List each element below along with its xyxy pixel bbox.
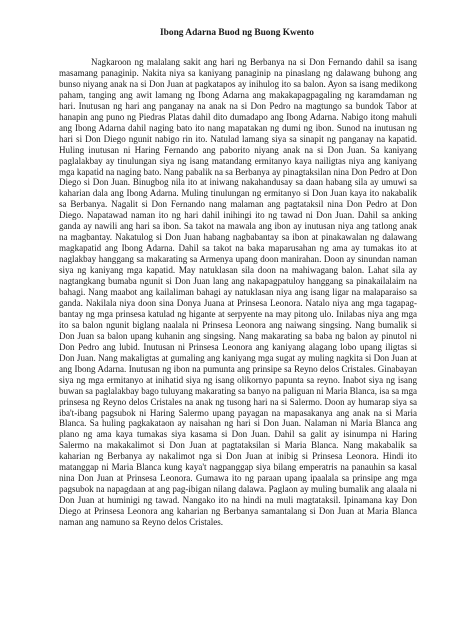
- summary-paragraph: Nagkaroon ng malalang sakit ang hari ng Berbanya na si Don Fernando dahil sa isang masamang panaginip. Nakita niya sa kaniyang panaginip na pinaslang ng dalawang buhong ang bunso niyang anak na si Don Juan at pagkatapos ay inihulog ito sa balon. Ayon sa isang medikong paham, tanging ang awit lamang ng Ibong Adarna ang makakapagpagaling ng karamdaman ng hari. Inutusan ng hari ang panganay na anak na si Don Pedro na magtungo sa bundok Tabor at hanapin ang puno ng Piedras Platas dahil dito dumadapo ang Ibong Adarna. Nabigo itong mahuli ang Ibong Adarna dahil naging bato ito nang mapatakan ng dumi ng ibon. Sunod na inutusan ng hari si Don Diego ngunit nabigo rin ito. Natulad lamang siya sa sinapit ng panganay na kapatid. Huling inutusan ni Haring Fernando ang paborito niyang anak na si Don Juan. Sa kaniyang paglalakbay ay tinulungan siya ng isang matandang ermitanyo kaya nailigtas niya ang kaniyang mga kapatid na naging bato. Nang pabalik na sa Berbanya ay pinagtaksilan nina Don Pedro at Don Diego si Don Juan. Binugbog nila ito at iniwang nakahandusay sa daan habang sila ay umuwi sa kaharian dala ang Ibong Adarna. Muling tinulungan ng ermitanyo si Don Juan kaya ito nakabalik sa Berbanya. Nagalit si Don Fernando nang malaman ang pagtataksil nina Don Pedro at Don Diego. Napatawad naman ito ng hari dahil inihingi ito ng tawad ni Don Juan. Dahil sa anking ganda ay nawili ang hari sa ibon. Sa takot na mawala ang ibon ay inutusan niya ang tatlong anak na magbantay. Nakatulog si Don Juan habang nagbabantay sa ibon at pinakawalan ng dalawang magkapatid ang Ibong Adarna. Dahil sa takot na baka maparusahan ng ama ay tumakas ito at naglakbay hanggang sa makarating sa Armenya upang doon manirahan. Doon ay sinundan naman siya ng kaniyang mga kapatid. May natuklasan sila doon na mahiwagang balon. Lahat sila ay nagtangkang bumaba ngunit si Don Juan lang ang nakapagpatuloy hanggang sa pinakailalaim na bahagi. Nang maabot ang kailaliman bahagi ay natuklasan niya ang isang ligar na malaparaiso sa ganda. Nakilala niya doon sina Donya Juana at Prinsesa Leonora. Natalo niya ang mga tagapag-bantay ng mga prinsesa katulad ng higante at serpyente na may pitong ulo. Inilabas niya ang mga ito sa balon ngunit biglang naalala ni Prinsesa Leonora ang naiwang singsing. Nang bumalik si Don Juan sa balon upang kuhanin ang singsing. Nang makarating sa baba ng balon ay pinutol ni Don Pedro ang lubid. Inutusan ni Prinsesa Leonora ang kaniyang alagang lobo upang iligtas si Don Juan. Nang makaligtas at gumaling ang kaniyang mga sugat ay muling nagkita si Don Juan at ang Ibong Adarna. Inutusan ng ibon na pumunta ang prinsipe sa Reyno delos Cristales. Ginabayan siya ng mga ermitanyo at inihatid siya ng isang olikornyo papunta sa reyno. Inabot siya ng isang buwan sa paglalakbay bago tuluyang makarating sa banyo na paliguan ni Maria Blanca, isa sa mga prinsesa ng Reyno delos Cristales na anak ng tusong hari na si Salermo. Doon ay humarap siya sa iba't-ibang pagsubok ni Haring Salermo upang payagan na mapasakanya ang anak na si Maria Blanca. Sa huling pagkakataon ay naisahan ng hari si Don Juan. Nalaman ni Maria Blanca ang plano ng ama kaya tumakas siya kasama si Don Juan. Dahil sa galit ay isinumpa ni Haring Salermo na makakalimot si Don Juan at pagtataksilan si Maria Blanca. Nang makabalik sa kaharian ng Berbanya ay nakalimot nga si Don Juan at inibig si Prinsesa Leonora. Hindi ito matanggap ni Maria Blanca kung kaya't nagpanggap siya bilang emperatris na panauhin sa kasal nina Don Juan at Prinsesa Leonora. Gumawa ito ng paraan upang ipaalala sa prinsipe ang mga pagsubok na napagdaan at ang pag-ibigan nilang dalawa. Paglaon ay muling bumalik ang alaala ni Don Juan at huminigi ng tawad. Nangako ito na hindi na muli magtataksil. Ipinamana kay Don Diego at Prinsesa Leonora ang kaharian ng Berbanya samantalang si Don Juan at Maria Blanca naman ang namuno sa Reyno delos Cristales.: [59, 57, 417, 528]
- document-title: Ibong Adarna Buod ng Buong Kwento: [160, 28, 314, 38]
